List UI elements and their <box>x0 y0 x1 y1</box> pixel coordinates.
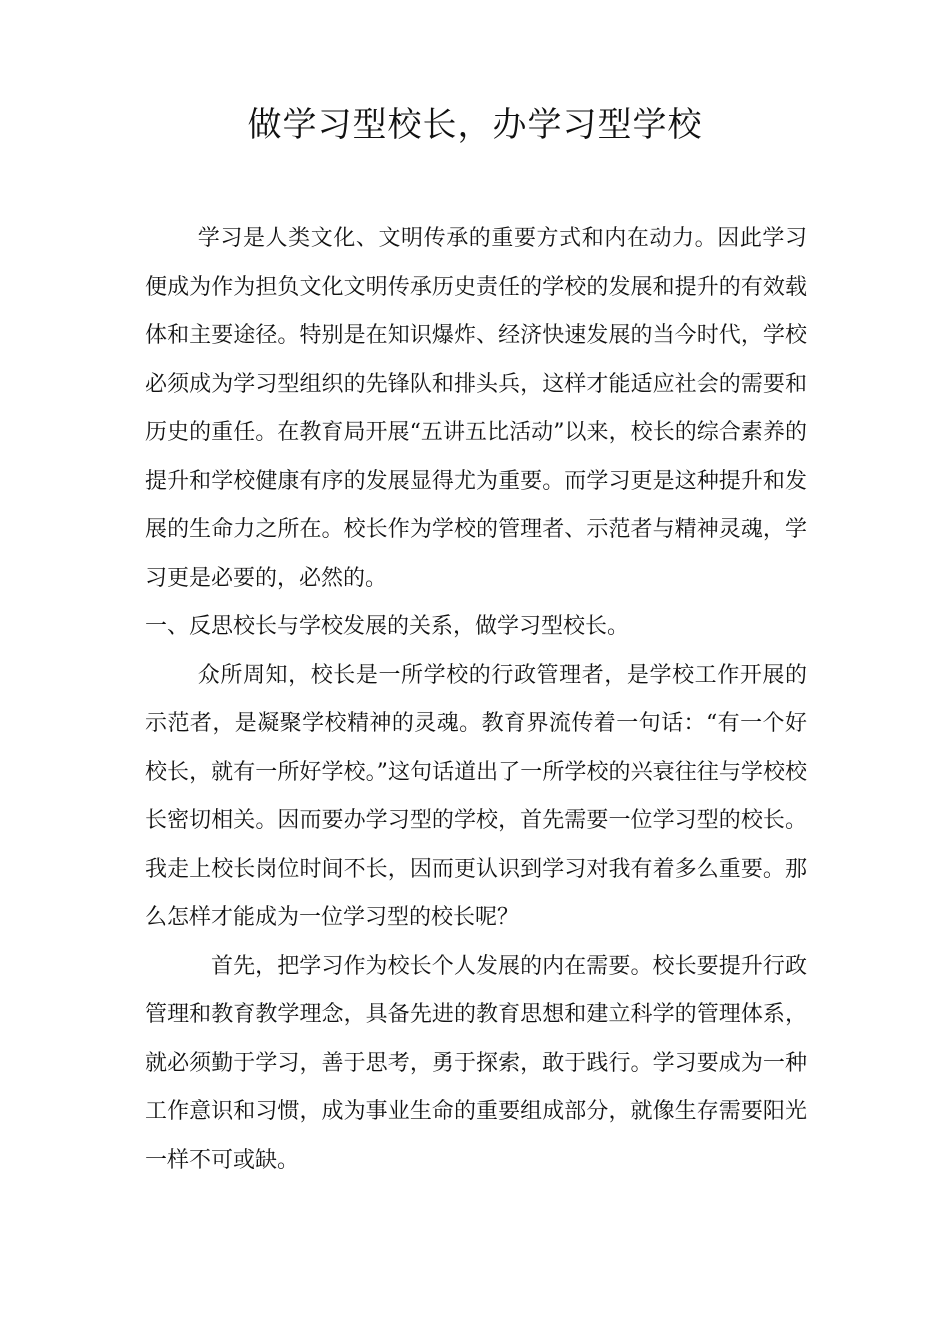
paragraph-principal-role: 众所周知，校长是一所学校的行政管理者，是学校工作开展的示范者，是凝聚学校精神的灵魂。教育界流传着一句话：“有一个好校长，就有一所好学校。”这句话道出了一所学校的兴衰往往与学校校长密切相关。因而要办学习型的学校，首先需要一位学习型的校长。我走上校长岗位时间不长，因而更认识到学习对我有着多么重要。那么怎样才能成为一位学习型的校长呢？ <box>145 662 807 930</box>
document-body <box>145 215 807 1185</box>
section-heading-1: 一、反思校长与学校发展的关系，做学习型校长。 <box>145 614 630 639</box>
page-title: 做学习型校长，办学习型学校 <box>247 105 703 145</box>
paragraph-first-point: 首先，把学习作为校长个人发展的内在需要。校长要提升行政管理和教育教学理念，具备先进的教育思想和建立科学的管理体系，就必须勤于学习，善于思考，勇于探索，敢于践行。学习要成为一种工作意识和习惯，成为事业生命的重要组成部分，就像生存需要阳光一样不可或缺。 <box>145 953 807 1173</box>
paragraph-intro: 学习是人类文化、文明传承的重要方式和内在动力。因此学习便成为作为担负文化文明传承历史责任的学校的发展和提升的有效载体和主要途径。特别是在知识爆炸、经济快速发展的当今时代，学校必须成为学习型组织的先锋队和排头兵，这样才能适应社会的需要和历史的重任。在教育局开展“五讲五比活动”以来，校长的综合素养的提升和学校健康有序的发展显得尤为重要。而学习更是这种提升和发展的生命力之所在。校长作为学校的管理者、示范者与精神灵魂，学习更是必要的，必然的。 <box>145 226 807 591</box>
